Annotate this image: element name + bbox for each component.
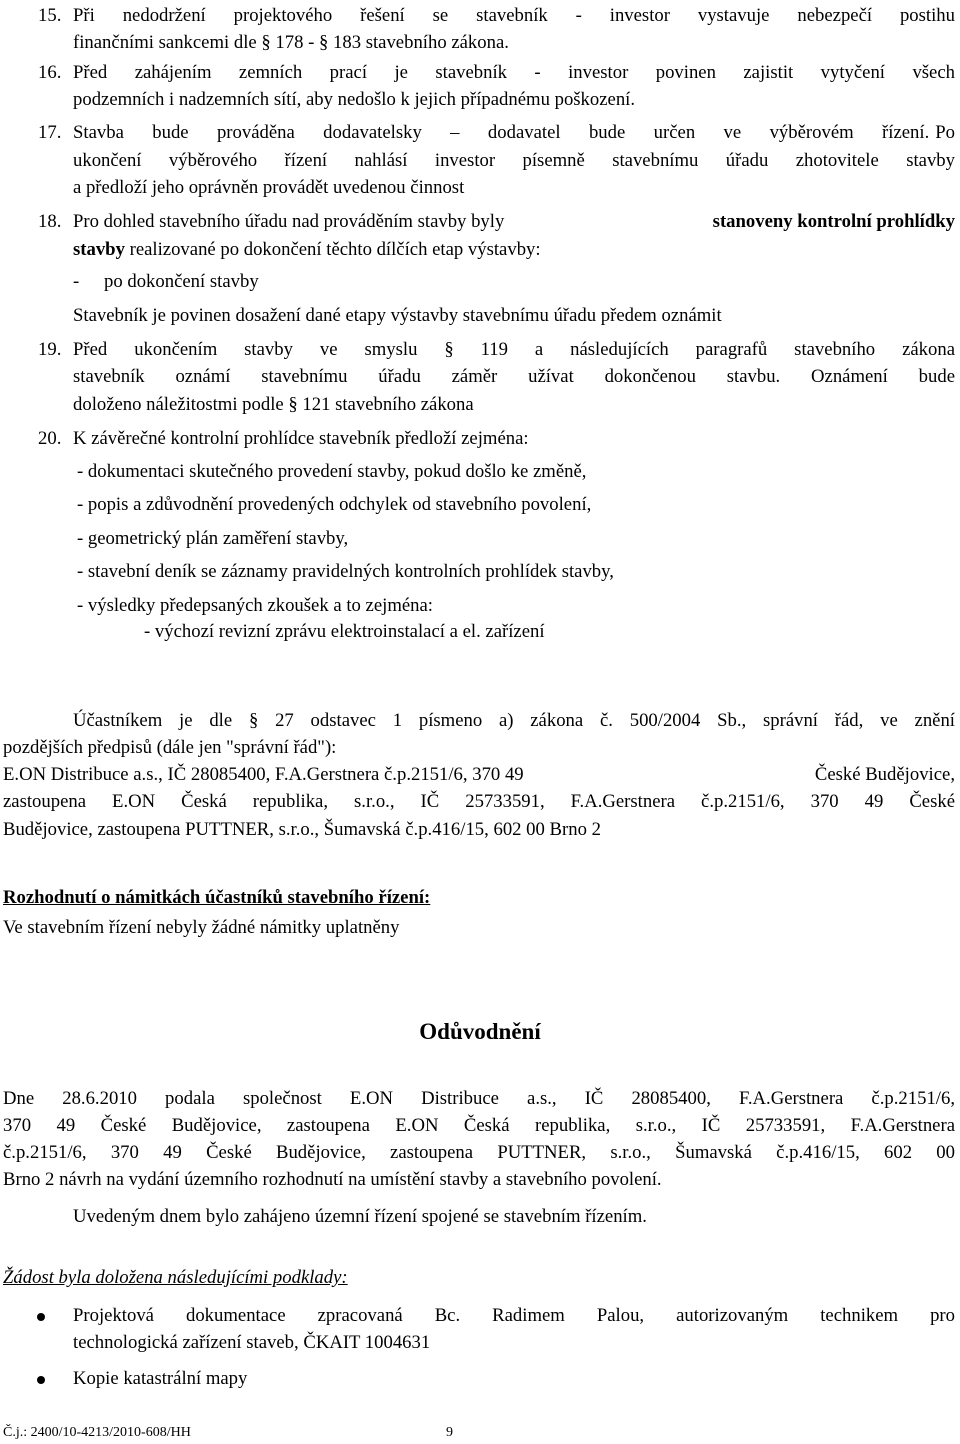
item-text-fragment: Stavba bude prováděna dodavatelsky – dodavatel bude určen ve výběrovém řízení. xyxy=(73,122,930,143)
item-number: 15. xyxy=(38,5,62,26)
item-text-fragment: Po xyxy=(935,122,955,143)
participants-fragment: E.ON Distribuce a.s., IČ 28085400, F.A.Gerstnera č.p.2151/6, 370 49 xyxy=(3,764,524,785)
participants-text: Účastníkem je dle § 27 odstavec 1 písmeno a) zákona č. 500/2004 Sb., správní řád, ve znění xyxy=(73,710,955,731)
item-text-line: stavebník oznámí stavebnímu úřadu záměr užívat dokončenou stavbu. Oznámení bude xyxy=(73,366,955,387)
reasoning-text: Uvedeným dnem bylo zahájeno územní řízení spojené se stavebním řízením. xyxy=(73,1206,647,1227)
list-subitem: - výchozí revizní zprávu elektroinstalací a el. zařízení xyxy=(144,621,545,642)
item-text-bold: stavby xyxy=(73,239,125,260)
item-number: 20. xyxy=(38,428,62,449)
item-text-line: a předloží jeho oprávněn provádět uvedenou činnost xyxy=(73,177,465,198)
reasoning-text: 370 49 České Budějovice, zastoupena E.ON Česká republika, s.r.o., IČ 25733591, F.A.Gerstnera xyxy=(3,1115,955,1136)
item-number: 16. xyxy=(38,62,62,83)
list-dash: - xyxy=(73,271,80,292)
item-text-line: ukončení výběrového řízení nahlásí investor písemně stavebnímu úřadu zhotovitele stavby xyxy=(73,150,955,171)
item-text-line: Před ukončením stavby ve smyslu § 119 a následujících paragrafů stavebního zákona xyxy=(73,339,955,360)
item-note: Stavebník je povinen dosažení dané etapy výstavby stavebnímu úřadu předem oznámit xyxy=(73,305,722,326)
reasoning-text: č.p.2151/6, 370 49 České Budějovice, zastoupena PUTTNER, s.r.o., Šumavská č.p.416/15, 602 00 xyxy=(3,1142,955,1163)
section-text: Ve stavebním řízení nebyly žádné námitky uplatněny xyxy=(3,917,400,938)
bullet-text: Projektová dokumentace zpracovaná Bc. Radimem Palou, autorizovaným technikem pro xyxy=(73,1305,955,1326)
item-number: 17. xyxy=(38,122,62,143)
item-text-line: podzemních i nadzemních sítí, aby nedošlo k jejich případnému poškození. xyxy=(73,89,636,110)
bullet-text: technologická zařízení staveb, ČKAIT 1004631 xyxy=(73,1332,431,1353)
participants-fragment: České Budějovice, xyxy=(814,764,955,785)
list-item: - dokumentaci skutečného provedení stavby, pokud došlo ke změně, xyxy=(77,461,587,482)
list-item: - stavební deník se záznamy pravidelných kontrolních prohlídek stavby, xyxy=(77,561,614,582)
item-text-line: Při nedodržení projektového řešení se stavebník - investor vystavuje nebezpečí postihu xyxy=(73,5,955,26)
participants-text: zastoupena E.ON Česká republika, s.r.o., IČ 25733591, F.A.Gerstnera č.p.2151/6, 370 49 České xyxy=(3,791,955,812)
item-text-line: Před zahájením zemních prací je stavebník - investor povinen zajistit vytyčení všech xyxy=(73,62,955,83)
item-text-line xyxy=(73,213,955,232)
section-heading: Odůvodnění xyxy=(419,1019,541,1044)
item-text-fragment: realizované po dokončení těchto dílčích etap výstavby: xyxy=(129,239,541,260)
list-item: - geometrický plán zaměření stavby, xyxy=(77,528,349,549)
page-number: 9 xyxy=(446,1425,453,1440)
item-text-line: doloženo náležitostmi podle § 121 stavebního zákona xyxy=(73,394,474,415)
list-item: - popis a zdůvodnění provedených odchylek od stavebního povolení, xyxy=(77,494,592,515)
section-title: Rozhodnutí o námitkách účastníků stavebního řízení: xyxy=(3,887,431,908)
list-item: - výsledky předepsaných zkoušek a to zejména: xyxy=(77,595,433,616)
participants-text xyxy=(3,766,955,785)
section-title: Žádost byla doložena následujícími podklady: xyxy=(3,1267,348,1288)
participants-text: pozdějších předpisů (dále jen "správní řád"): xyxy=(3,737,337,758)
reasoning-text: Brno 2 návrh na vydání územního rozhodnutí na umístění stavby a stavebního povolení. xyxy=(3,1169,662,1190)
item-text-line: K závěrečné kontrolní prohlídce stavebník předloží zejména: xyxy=(73,428,529,449)
participants-text: Budějovice, zastoupena PUTTNER, s.r.o., Šumavská č.p.416/15, 602 00 Brno 2 xyxy=(3,819,601,840)
item-text-bold: stanoveny kontrolní prohlídky xyxy=(712,211,955,232)
bullet-icon xyxy=(37,1313,45,1321)
item-number: 18. xyxy=(38,211,62,232)
item-text-line xyxy=(73,124,955,143)
item-text-line: finančními sankcemi dle § 178 - § 183 stavebního zákona. xyxy=(73,32,509,53)
list-item: po dokončení stavby xyxy=(104,271,259,292)
item-text-fragment: Pro dohled stavebního úřadu nad prováděním stavby byly xyxy=(73,211,505,232)
bullet-icon xyxy=(37,1376,45,1384)
bullet-text: Kopie katastrální mapy xyxy=(73,1368,248,1389)
reference-number: Č.j.: 2400/10-4213/2010-608/HH xyxy=(3,1425,191,1440)
item-number: 19. xyxy=(38,339,62,360)
item-text-line xyxy=(73,241,541,260)
reasoning-text: Dne 28.6.2010 podala společnost E.ON Distribuce a.s., IČ 28085400, F.A.Gerstnera č.p.2151/6, xyxy=(3,1088,955,1109)
